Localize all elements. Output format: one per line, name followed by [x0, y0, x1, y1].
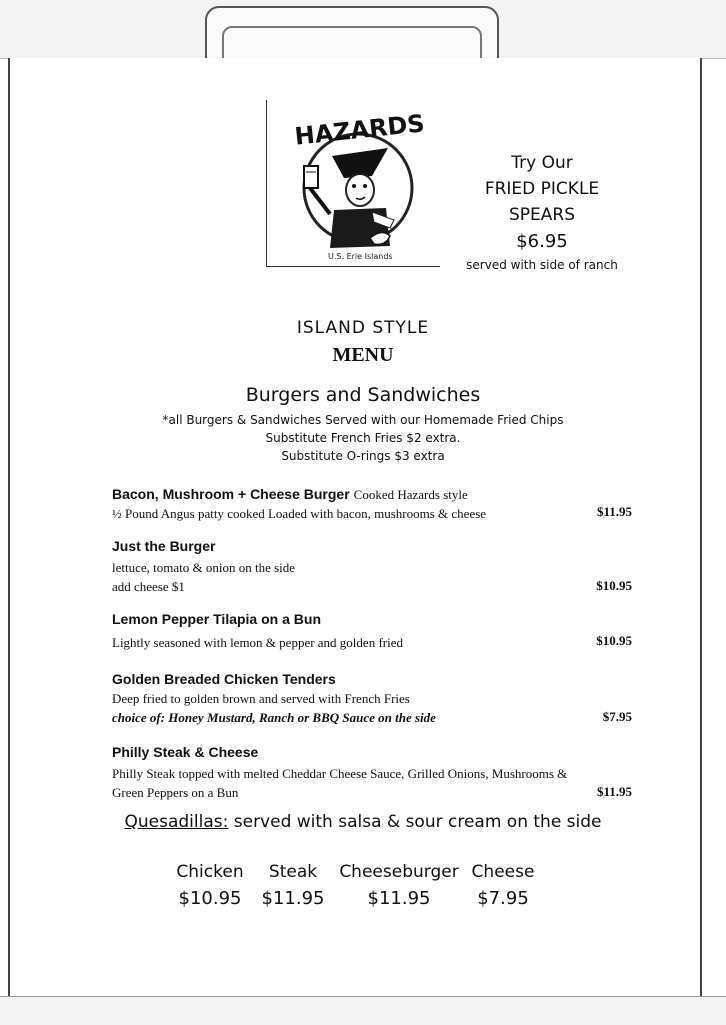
quesadilla-option: [334, 862, 464, 909]
quesadilla-price: $11.95: [367, 888, 431, 909]
hazards-logo: [290, 104, 430, 264]
item-price: $10.95: [596, 578, 632, 593]
quesadilla-price: $11.95: [261, 888, 325, 909]
item-description-2: choice of: Honey Mustard, Ranch or BBQ Sauce on the side: [112, 710, 436, 725]
item-price: $7.95: [602, 709, 632, 724]
quesadilla-name: Cheeseburger: [339, 862, 459, 882]
logo-wordmark: HAZARDS: [293, 109, 426, 151]
header-divider-vertical: [266, 100, 267, 266]
item-description-2: Green Peppers on a Bun: [112, 785, 239, 800]
menu-item: [112, 538, 632, 596]
clipboard-bottom: [0, 996, 726, 1025]
quesadilla-name: Chicken: [176, 862, 244, 882]
promo-price: $6.95: [516, 231, 568, 252]
menu-title-line1: ISLAND STYLE: [296, 318, 430, 338]
quesadilla-price: $7.95: [477, 888, 529, 909]
item-name: Just the Burger: [112, 538, 216, 554]
quesadillas-label: Quesadillas:: [124, 812, 229, 832]
item-name: Philly Steak & Cheese: [112, 744, 259, 760]
menu-item: [112, 486, 632, 523]
item-name: Golden Breaded Chicken Tenders: [112, 671, 336, 687]
menu-item: [112, 744, 632, 802]
quesadilla-option: [460, 862, 546, 909]
menu-item: [112, 611, 632, 652]
promo-note: served with side of ranch: [466, 258, 618, 272]
header-divider-horizontal: [266, 266, 440, 267]
item-name: Lemon Pepper Tilapia on a Bun: [112, 611, 321, 627]
item-description-2: add cheese $1: [112, 579, 185, 594]
promo-box: [442, 150, 642, 274]
item-description: Philly Steak topped with melted Cheddar Cheese Sauce, Grilled Onions, Mushrooms &: [112, 766, 568, 781]
quesadilla-name: Cheese: [471, 862, 535, 882]
logo-caption: U.S. Erie Islands: [328, 252, 393, 261]
item-description: ½ Pound Angus patty cooked Loaded with bacon, mushrooms & cheese: [112, 506, 487, 521]
promo-line1: Try Our: [511, 153, 573, 173]
item-name: Bacon, Mushroom + Cheese Burger: [112, 486, 350, 502]
section-note-1: *all Burgers & Sandwiches Served with our Homemade Fried Chips: [162, 413, 564, 427]
quesadilla-name: Steak: [268, 862, 318, 882]
promo-line2: FRIED PICKLE: [484, 179, 600, 199]
item-price: $10.95: [596, 633, 632, 648]
item-description: Deep fried to golden brown and served with French Fries: [112, 691, 410, 706]
quesadillas-heading: [0, 812, 726, 832]
quesadilla-price: $10.95: [178, 888, 242, 909]
menu-title-line2: MENU: [332, 344, 394, 366]
item-description: lettuce, tomato & onion on the side: [112, 560, 296, 575]
quesadilla-option: [248, 862, 338, 909]
item-price: $11.95: [596, 504, 632, 519]
section-title: Burgers and Sandwiches: [245, 384, 481, 406]
section-note-2: Substitute French Fries $2 extra.: [265, 431, 461, 445]
item-description: Lightly seasoned with lemon & pepper and golden fried: [112, 635, 403, 650]
menu-item: [112, 671, 632, 727]
section-note-3: Substitute O-rings $3 extra: [281, 449, 445, 463]
item-tag: Cooked Hazards style: [353, 487, 468, 502]
quesadillas-description: served with salsa & sour cream on the side: [228, 812, 602, 832]
quesadilla-option: [160, 862, 260, 909]
item-price: $11.95: [596, 784, 632, 799]
promo-line3: SPEARS: [508, 205, 576, 225]
